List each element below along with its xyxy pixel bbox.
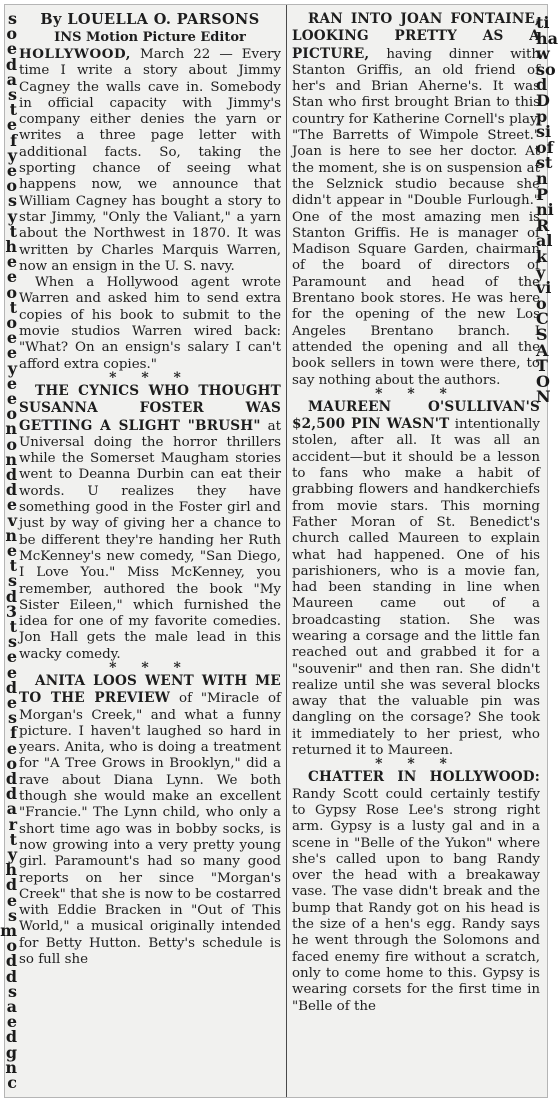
clipped-text-fragment: t [9,556,17,576]
left-column [19,11,281,968]
story1-paragraph1 [19,46,281,275]
clipped-text-fragment: n [5,1057,17,1077]
section-separator: * * * [109,659,191,676]
clipped-text-fragment: so [536,59,556,79]
clipped-text-fragment: o [6,404,17,424]
clipped-text-fragment: of [536,137,554,157]
clipped-text-fragment: r [8,814,17,834]
clipped-text-fragment: e [6,389,17,408]
clipped-text-fragment: t [9,221,17,241]
clipped-text-fragment: P [536,184,549,204]
clipped-text-fragment: e [6,647,17,667]
clipped-text-fragment: n [5,419,17,439]
clipped-text-fragment: e [6,890,17,910]
clipped-text-fragment: st [536,153,553,173]
story4-text: having dinner with Stanton Griffis, an old friend of her's and Brian Aherne's. It was Stan who first brought Brian to this country for Katherine Cornell's play, "The Barretts of Wimpole Street." Joan is here to see her doctor. At the moment, she is on suspension at the Selznick studio because she didn't appear in "Double Furlough." One of the most amazing men is Stanton Griffis. He is manager of Madison Square Garden, chairman of the board of directors of Paramount and head of the Brentano book stores. He was here for the opening of the new Los Angeles Brentano branch. I attended the opening and all the book sellers in town were there, to say nothing about the authors. [292,46,540,388]
story6-headline: CHATTER IN HOLLYWOOD: [308,769,540,786]
clipped-text-fragment: o [6,24,17,44]
clipped-text-fragment: o [6,936,17,956]
clipped-text-fragment: e [6,373,17,393]
clipped-text-fragment: d [5,784,17,804]
clipped-text-fragment: d [5,677,17,697]
story2-text: at Universal doing the horror thrillers while the Somerset Maugham stories went to Deanna Durbin can eat their words. U realizes they have something good in the Foster girl and just by way of giving her a chance to be different they're handing her Ruth McKenney's new comedy, "San Diego, I Love You." Miss McKenney, you remember, authored the book "My Sister Eileen," which furnished the idea for one of my favorite comedies. Jon Hall gets the male lead in this wacky comedy. [19,418,281,662]
dateline-place: HOLLYWOOD, [19,46,132,62]
clipped-text-fragment: ni [536,200,554,220]
story5-text: intentionally stolen, after all. It was all an accident—but it should be a lesson to fans who make a habit of grabbing flowers and handkerchiefs from movie stars. This morning Father Moran of St. Benedict's church called Maureen to explain what had happened. One of his parishioners, who is a movie fan, had been standing in line when Maureen came out of a broadcasting station. She was wearing a corsage and the little fan reached out and grabbed it for a "souvenir" and then ran. She didn't realize until she was several blocks away that the valuable pin was dangling on the corsage? She took it immediately to her priest, who returned it to Maureen. [292,417,540,759]
clipped-text-fragment: d [5,586,17,606]
clipped-text-fragment: o [6,753,17,773]
clipped-text-fragment: al [536,231,553,251]
clipped-text-fragment: e [6,115,17,135]
clipped-text-fragment: y [7,206,17,226]
clipped-text-fragment: e [6,495,17,515]
clipped-text-fragment: D [536,91,550,110]
clipped-text-fragment: si [536,122,552,142]
story5-headline: MAUREEN O'SULLIVAN'S $2,500 PIN WASN'T [292,398,540,433]
story4-headline: RAN INTO JOAN FONTAINE, LOOKING PRETTY AS A PICTURE, [292,11,540,62]
clipped-text-fragment: k [536,247,548,266]
newspaper-clipping [0,4,558,1098]
clipped-text-fragment: y [7,845,17,864]
clipped-text-fragment: e [6,693,17,712]
right-column [292,11,540,1015]
story6-text: Randy Scott could certainly testify to Gypsy Rose Lee's strong right arm. Gypsy is a lusty gal and in a scene in "Belle of the Yukon" where she's called upon to bang Randy over the head with a breakaway vase. The vase didn't break and the bump that Randy got on his head is the size of a hen's egg. Randy says he went through the Solomons and faced enemy fire without a scratch, only to come home to this. Gypsy is wearing corsets for the first time in "Belle of the [292,786,540,1014]
clipped-text-fragment: o [6,282,17,302]
clipped-text-fragment: n [5,449,17,469]
clipped-text-fragment: n [536,169,548,188]
clipped-text-fragment: f [10,723,17,743]
clipped-text-fragment: s [7,9,17,28]
clipped-text-fragment: a [6,69,17,89]
clipped-text-fragment: s [7,85,17,104]
section-separator: * * * [109,369,191,386]
clipped-text-fragment: d [5,951,17,971]
clipped-text-fragment: t [9,297,17,317]
adjacent-column-left-edge [0,5,17,1097]
byline-title: INS Motion Picture Editor [54,30,246,45]
clipped-text-fragment: n [5,525,17,545]
clipped-text-fragment: d [5,54,17,74]
clipped-text-fragment: R [536,215,550,235]
clipped-text-fragment: a [6,799,17,819]
clipped-text-fragment: s [7,191,17,211]
clipped-text-fragment: m [0,921,17,940]
clipped-text-fragment: h [5,860,17,880]
clipped-text-fragment: d [5,1027,17,1047]
clipped-text-fragment: o [6,176,17,196]
clipped-text-fragment: y [536,262,546,282]
clipped-text-fragment: ha [536,28,558,48]
clipped-text-fragment: v [7,510,17,530]
story2-paragraph [19,383,281,663]
clipped-text-fragment: d [5,480,17,500]
clipped-text-fragment: e [6,343,17,363]
clipped-text-fragment: s [7,981,17,1001]
clipped-text-fragment: e [6,328,17,348]
clipped-text-fragment: d [5,966,17,986]
clipped-text-fragment: 3 [5,601,17,621]
section-separator: * * * [375,756,457,773]
clipped-text-fragment: N [536,387,551,407]
dateline-date: March 22 — [140,47,233,62]
clipped-text-fragment: d [5,465,17,484]
clipped-text-fragment: ti [536,13,550,32]
clipped-text-fragment: w [536,44,550,64]
clipped-text-fragment: o [536,293,547,313]
clipped-text-fragment: h [5,237,17,256]
clipped-text-fragment: d [536,75,548,95]
clipped-text-fragment: e [6,738,17,758]
story5-paragraph [292,399,540,760]
story6-paragraph [292,769,540,1014]
clipped-text-fragment: t [9,100,17,120]
clipped-text-fragment: S [536,325,548,344]
clipped-text-fragment: g [5,1042,17,1062]
clipped-text-fragment: a [6,997,17,1016]
story3-headline: ANITA LOOS WENT WITH ME TO THE PREVIEW [19,672,281,707]
clipped-text-fragment: e [6,1012,17,1032]
clipped-text-fragment: e [6,662,17,682]
story2-headline: THE CYNICS WHO THOUGHT SUSANNA FOSTER WAS GETTING A SLIGHT "BRUSH" [19,382,281,434]
clipped-text-fragment: e [6,252,17,272]
clipped-text-fragment: c [7,1073,17,1092]
story3-text: of "Miracle of Morgan's Creek," and what a funny picture. I haven't laughed so hard in years. Anita, who is doing a treatment for "A Tree Grows in Brooklyn," did a rave about Diana Lynn. We both though she would make an excellent "Francie." The Lynn child, who only a short time ago was in bobby socks, is now growing into a very pretty young girl. Paramount's had so many good reports on her since "Morgan's Creek" that she is now to be costarred with Eddie Bracken in "Out of This World," a musical originally intended for Betty Hutton. Betty's schedule is so full she [19,691,281,968]
clipped-text-fragment: C [536,309,549,329]
clipped-text-fragment: t [9,617,17,636]
clipped-text-fragment: e [6,541,17,560]
clipped-text-fragment: s [7,571,17,591]
clipped-text-fragment: A [536,340,549,360]
story1-paragraph1-text: Every time I write a story about Jimmy Cagney the walls cave in. Somebody in official capacity with Jimmy's company either denies the yarn or writes a three page letter with additional facts. So, taking the sporting chance of seeing what happens now, we announce that William Cagney has bought a story to star Jimmy, "Only the Valiant," a yarn about the Northwest in 1870. It was written by Charles Marquis Warren, now an ensign in the U. S. navy. [19,47,281,274]
story3-paragraph [19,673,281,968]
byline-name: By LOUELLA O. PARSONS [40,11,260,28]
clipped-text-fragment: y [7,145,17,165]
clipped-text-fragment: T [536,356,548,376]
clipped-text-fragment: s [7,632,17,652]
clipped-text-fragment: O [536,371,550,391]
clipped-text-fragment: o [6,434,17,454]
clipped-text-fragment: d [5,875,17,895]
clipped-text-fragment: p [536,106,548,126]
story1-paragraph2: When a Hollywood agent wrote Warren and asked him to send extra copies of his book to submit to the movie studios Warren wired back: "What? On an ensign's salary I can't afford extra copies." [19,275,281,372]
clipped-text-fragment: s [7,905,17,925]
clipped-text-fragment: d [5,769,17,788]
clipped-text-fragment: s [7,708,17,728]
clipped-text-fragment: e [6,161,17,180]
clipped-text-fragment: e [6,39,17,59]
column-rule [286,5,287,1097]
story4-paragraph [292,11,540,389]
clipped-text-fragment: e [6,267,17,287]
clipped-text-fragment: o [6,313,17,332]
clipped-text-fragment: y [7,358,17,378]
clipped-text-fragment: vi [536,278,552,298]
clipped-text-fragment: t [9,829,17,849]
clipped-text-fragment: f [10,130,17,150]
section-separator: * * * [375,385,457,402]
